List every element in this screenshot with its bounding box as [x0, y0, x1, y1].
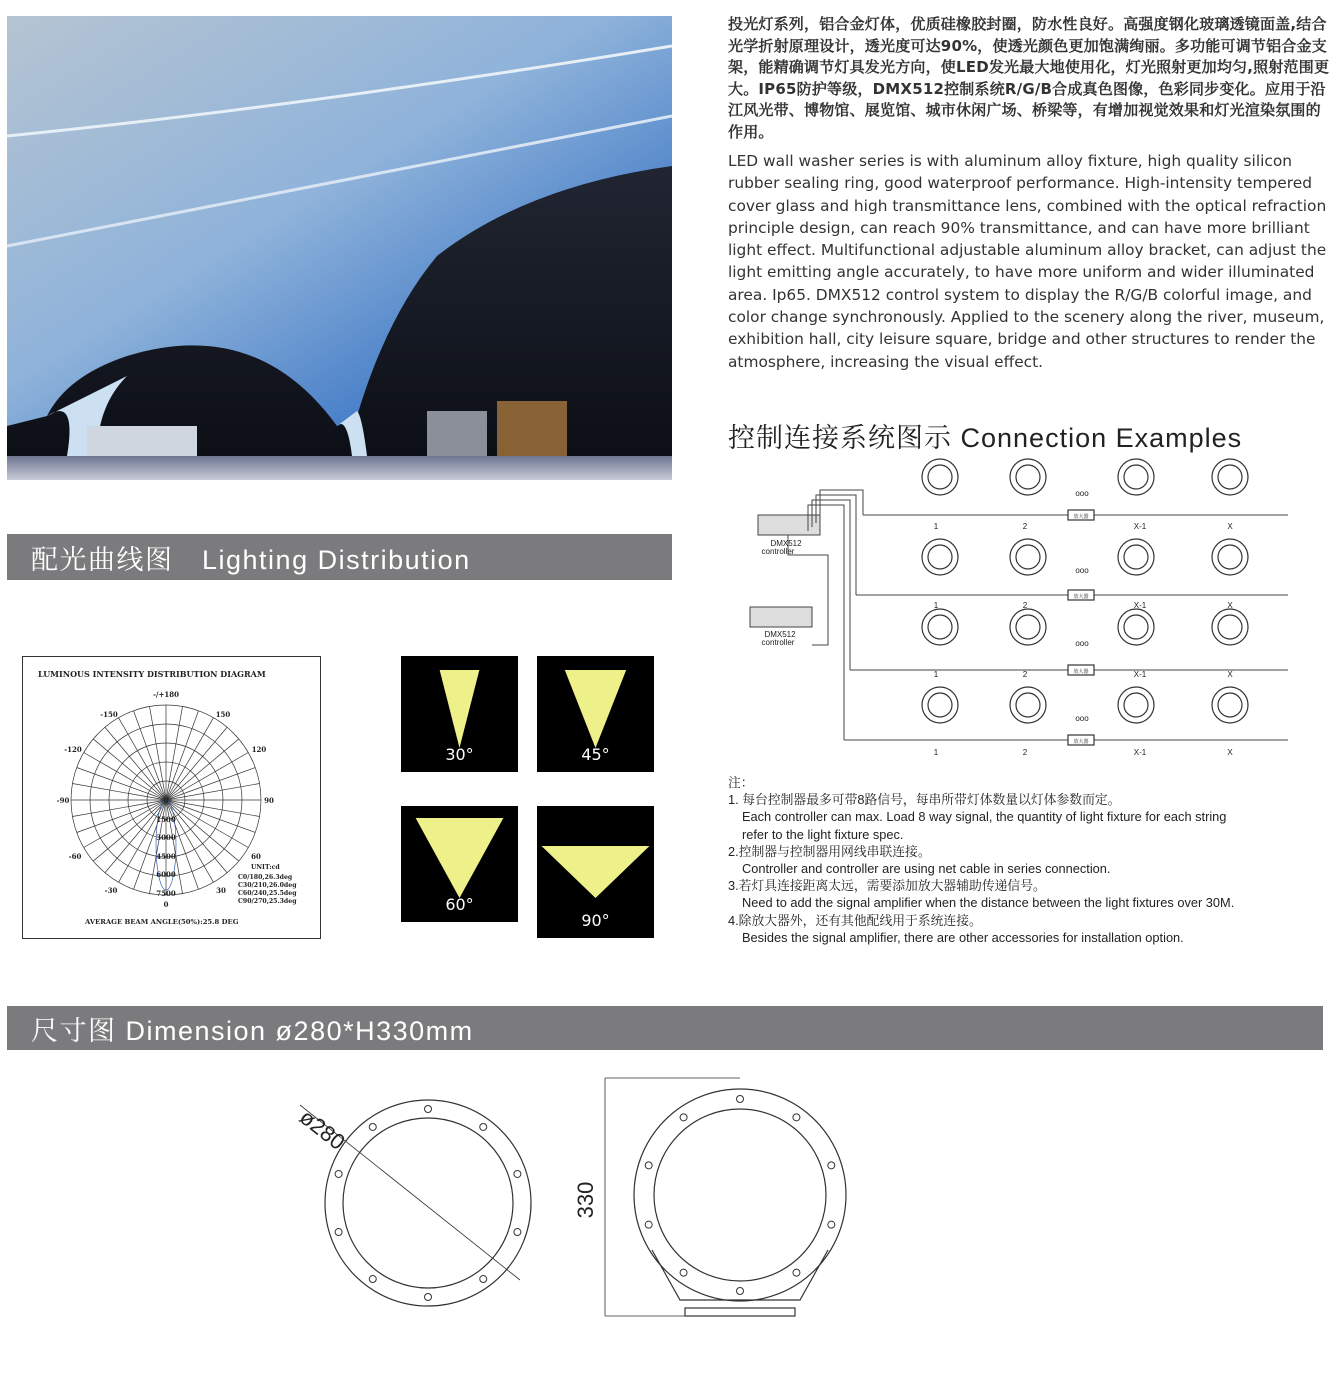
- controller-label-1b: controller: [761, 547, 795, 556]
- beam-label-90: 90°: [581, 911, 610, 930]
- controller-label-2b: controller: [761, 638, 795, 647]
- connection-examples-title: 控制连接系统图示 Connection Examples: [728, 423, 1243, 453]
- polar-angle-m60: -60: [68, 852, 82, 861]
- polar-angle-60: 60: [251, 852, 261, 861]
- notes-heading: 注：: [728, 775, 754, 790]
- polar-radial-4500: 4500: [156, 852, 176, 861]
- beam-cone-60: [416, 818, 504, 898]
- note-4-cn: 4.除放大器外，还有其他配线用于系统连接。: [728, 912, 982, 928]
- polar-average: AVERAGE BEAM ANGLE(50%):25.8 DEG: [85, 918, 239, 926]
- beam-label-60: 60°: [445, 895, 474, 914]
- fixture-label-2: 2: [1022, 748, 1028, 757]
- bolt-hole: [793, 1269, 800, 1276]
- beam-tile-60: [401, 806, 518, 922]
- note-1-cn: 1. 每台控制器最多可带8路信号，每串所带灯体数量以灯体参数而定。: [728, 792, 1121, 808]
- polar-distribution-diagram: [22, 656, 321, 939]
- bolt-hole: [680, 1269, 687, 1276]
- beam-tile-30: [401, 656, 518, 772]
- polar-title: LUMINOUS INTENSITY DISTRIBUTION DIAGRAM: [38, 669, 266, 679]
- bolt-hole: [828, 1221, 835, 1228]
- ellipsis-3: ooo: [1075, 639, 1089, 648]
- note-3-cn: 3.若灯具连接距离太远，需要添加放大器辅助传递信号。: [728, 878, 1046, 894]
- height-label: 330: [573, 1181, 598, 1219]
- fixture-label-1: 1: [933, 601, 939, 610]
- note-1-en2: refer to the light fixture spec.: [742, 826, 904, 842]
- fixture-label-1: 1: [933, 748, 939, 757]
- lighting-distribution-header: 配光曲线图 Lighting Distribution: [7, 534, 672, 580]
- fixture-label-1: 1: [933, 522, 939, 531]
- beam-label-30: 30°: [445, 745, 474, 764]
- bracket: [652, 1250, 828, 1300]
- polar-angle-m120: -120: [64, 745, 82, 754]
- polar-unit: UNIT:cd: [251, 864, 280, 871]
- polar-angle-120: 120: [251, 745, 267, 754]
- polar-angle-0: 0: [163, 900, 169, 909]
- bolt-hole: [335, 1170, 342, 1177]
- note-1-en: Each controller can max. Load 8 way signal, the quantity of light fixture for each string: [742, 809, 1227, 825]
- bolt-hole: [645, 1221, 652, 1228]
- fixture-label-x: X: [1227, 522, 1233, 531]
- controller-label-1: DMX512: [770, 539, 802, 548]
- front-outer-ring: [325, 1100, 531, 1306]
- side-inner-ring: [654, 1109, 826, 1281]
- polar-radial-7500: 7500: [156, 889, 176, 898]
- note-3-en: Need to add the signal amplifier when the distance between the light fixtures over 30M.: [742, 895, 1235, 911]
- polar-angle-30: 30: [216, 886, 226, 895]
- bolt-hole: [737, 1288, 744, 1295]
- bolt-hole: [514, 1229, 521, 1236]
- polar-radial-1500: 1500: [156, 815, 176, 824]
- ellipsis-2: ooo: [1075, 566, 1089, 575]
- fixture-label-x1: X-1: [1133, 748, 1147, 757]
- fixture-label-x1: X-1: [1133, 522, 1147, 531]
- diameter-label: ø280: [294, 1104, 350, 1155]
- beam-label-45: 45°: [581, 745, 610, 764]
- fixture-label-x: X: [1227, 748, 1233, 757]
- fixture-label-x: X: [1227, 601, 1233, 610]
- polar-radial-3000: 3000: [156, 833, 176, 842]
- polar-legend-c60: C60/240,25.5deg: [238, 890, 297, 897]
- bolt-hole: [425, 1106, 432, 1113]
- side-outer-ring: [634, 1089, 846, 1301]
- bolt-hole: [793, 1114, 800, 1121]
- bolt-hole: [425, 1294, 432, 1301]
- dimension-header: 尺寸图 Dimension ø280*H330mm: [7, 1006, 1323, 1050]
- intro-chinese: 投光灯系列，铝合金灯体，优质硅橡胶封圈，防水性良好。高强度钢化玻璃透镜面盖,结合光学折射原理设计，透光度可达90%，使透光颜色更加饱满绚丽。多功能可调节铝合金支架，能精确调节灯具发光方向，使LED发光最大地使用化，灯光照射更加均匀,照射范围更大。IP65防护等级，DMX512控制系统R/G/B合成真色图像，色彩同步变化。应用于沿江风光带、博物馆、展览馆、城市休闲广场、桥梁等，有增加视觉效果和灯光渲染氛围的作用。: [728, 15, 1330, 141]
- fixture-label-2: 2: [1022, 670, 1028, 679]
- polar-legend-c30: C30/210,26.0deg: [238, 882, 297, 889]
- note-4-en: Besides the signal amplifier, there are other accessories for installation option.: [742, 929, 1184, 945]
- bolt-hole: [369, 1123, 376, 1130]
- fixture-label-x1: X-1: [1133, 601, 1147, 610]
- beam-tile-45: [537, 656, 654, 772]
- amplifier-label-3: 放大器: [1073, 669, 1089, 675]
- product-application-photo: [7, 16, 672, 480]
- dimension-drawing: [280, 1060, 880, 1360]
- polar-angle-m30: -30: [104, 886, 118, 895]
- amplifier-label-4: 放大器: [1073, 739, 1089, 745]
- ellipsis-1: ooo: [1075, 489, 1089, 498]
- bolt-hole: [737, 1096, 744, 1103]
- polar-legend-c90: C90/270,25.3deg: [238, 898, 297, 905]
- polar-legend-c0: C0/180,26.3deg: [238, 874, 293, 881]
- note-2-cn: 2.控制器与控制器用网线串联连接。: [728, 843, 931, 859]
- bolt-hole: [335, 1229, 342, 1236]
- polar-angle-90: 90: [264, 796, 274, 805]
- controller-label-2: DMX512: [764, 630, 796, 639]
- amplifier-label-2: 放大器: [1073, 594, 1089, 600]
- notes: [728, 774, 1328, 946]
- fixture-label-x: X: [1227, 670, 1233, 679]
- bolt-hole: [680, 1114, 687, 1121]
- polar-angle-150: 150: [215, 710, 231, 719]
- polar-radial-6000: 6000: [156, 870, 176, 879]
- beam-cone-90: [542, 846, 650, 898]
- polar-angle-180: -/+180: [153, 690, 179, 699]
- front-inner-ring: [343, 1118, 513, 1288]
- intro-english: LED wall washer series is with aluminum alloy fixture, high quality silicon rubber sealing ring, good waterproof performance. High-intensity tempered cover glass and high transmittance lens, combined with the optical refraction principle design, can reach 90% transmittance, and can have more brilliant light effect. Multifunctional adjustable aluminum alloy bracket, can adjust the light emitting angle accurately, to have more uniform and wider illuminated area. Ip65. DMX512 control system to display the R/G/B colorful image, and color change synchronously. Applied to the scenery along the river, museum, exhibition hall, city leisure square, bridge and other structures to render the atmosphere, increasing the visual effect.: [728, 152, 1327, 371]
- fixture-label-1: 1: [933, 670, 939, 679]
- ellipsis-4: ooo: [1075, 714, 1089, 723]
- fixture-label-2: 2: [1022, 522, 1028, 531]
- bolt-hole: [480, 1123, 487, 1130]
- base: [685, 1308, 795, 1316]
- bolt-hole: [480, 1276, 487, 1283]
- polar-angle-m90: -90: [56, 796, 70, 805]
- amplifier-label-1: 放大器: [1073, 514, 1089, 520]
- polar-radial-0: 0: [163, 796, 169, 805]
- bolt-hole: [828, 1162, 835, 1169]
- fixture-label-2: 2: [1022, 601, 1028, 610]
- fixture-label-x1: X-1: [1133, 670, 1147, 679]
- bolt-hole: [514, 1170, 521, 1177]
- beam-cone-30: [440, 670, 480, 748]
- bolt-hole: [369, 1276, 376, 1283]
- beam-cone-45: [565, 670, 626, 748]
- polar-angle-m150: -150: [100, 710, 118, 719]
- note-2-en: Controller and controller are using net cable in series connection.: [742, 861, 1111, 877]
- connection-diagram: [728, 455, 1333, 765]
- beam-tile-90: [537, 806, 654, 938]
- bolt-hole: [645, 1162, 652, 1169]
